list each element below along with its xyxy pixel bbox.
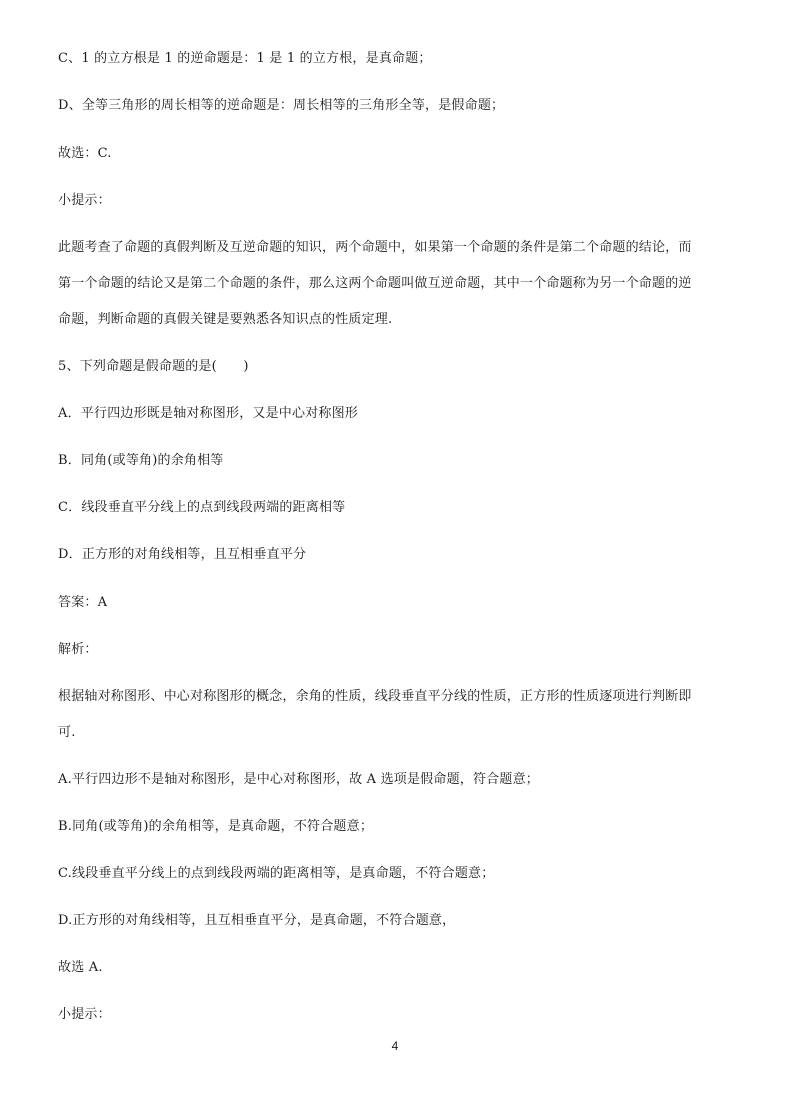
page-number: 4 (391, 1039, 399, 1053)
text-line-choose-a: 故选 A. (58, 960, 103, 975)
text-line-hint-heading-2: 小提示： (58, 1007, 111, 1022)
question-5-option-b: B．同角(或等角)的余角相等 (58, 453, 224, 468)
question-5-option-c: C．线段垂直平分线上的点到线段两端的距离相等 (58, 500, 346, 515)
text-line-hint-body-1: 此题考查了命题的真假判断及互逆命题的知识，两个命题中，如果第一个命题的条件是第二个命题的结论，而 (58, 240, 692, 255)
text-line-hint-heading: 小提示： (58, 193, 111, 208)
answer-label: 答案：A (58, 595, 108, 610)
text-line-option-c-converse: C、1 的立方根是 1 的逆命题是：1 是 1 的立方根，是真命题； (58, 51, 432, 66)
analysis-option-d: D.正方形的对角线相等，且互相垂直平分，是真命题，不符合题意， (58, 913, 456, 928)
analysis-option-c: C.线段垂直平分线上的点到线段两端的距离相等，是真命题，不符合题意； (58, 866, 495, 881)
analysis-option-b: B.同角(或等角)的余角相等，是真命题，不符合题意； (58, 819, 374, 834)
text-line-option-d-converse: D、全等三角形的周长相等的逆命题是：周长相等的三角形全等，是假命题； (58, 98, 505, 113)
analysis-body-2: 可. (58, 725, 76, 740)
text-line-choose-c: 故选：C. (58, 146, 112, 161)
question-5-option-d: D．正方形的对角线相等，且互相垂直平分 (58, 547, 307, 562)
question-5-stem: 5、下列命题是假命题的是( ) (58, 359, 249, 374)
text-line-hint-body-2: 第一个命题的结论又是第二个命题的条件，那么这两个命题叫做互逆命题，其中一个命题称为另一个命题的逆 (58, 276, 692, 291)
analysis-body-1: 根据轴对称图形、中心对称图形的概念，余角的性质，线段垂直平分线的性质，正方形的性质逐项进行判断即 (58, 689, 692, 704)
analysis-option-a: A.平行四边形不是轴对称图形，是中心对称图形，故 A 选项是假命题，符合题意； (58, 772, 539, 787)
text-line-hint-body-3: 命题，判断命题的真假关键是要熟悉各知识点的性质定理. (58, 312, 393, 327)
analysis-heading: 解析： (58, 642, 98, 657)
question-5-option-a: A．平行四边形既是轴对称图形，又是中心对称图形 (58, 406, 358, 421)
